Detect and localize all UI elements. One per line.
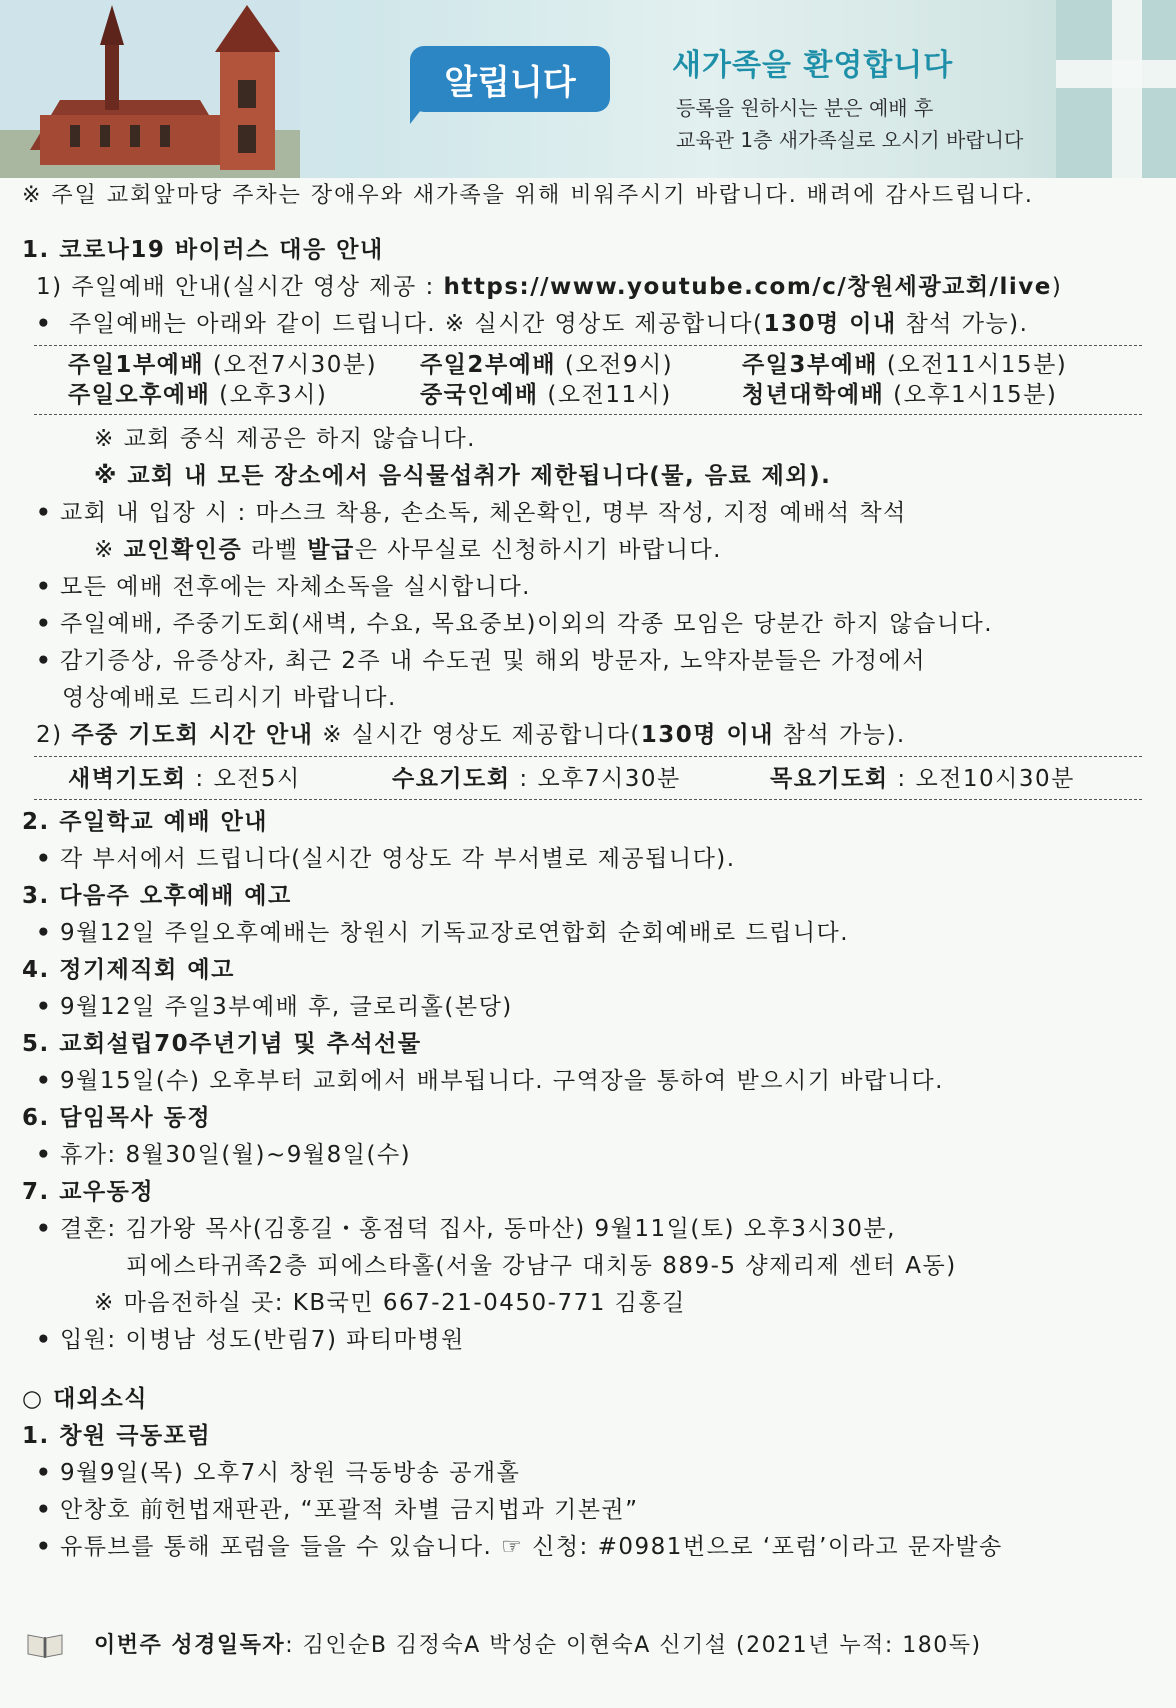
service-name: 주일3부예배: [742, 352, 879, 378]
worship-info-line: [22, 269, 1142, 306]
prayer-cell: [392, 757, 770, 799]
prayer-name: 목요기도회: [770, 766, 889, 792]
schedule-row: [68, 350, 1142, 380]
service-name: 주일2부예배: [420, 352, 557, 378]
prayer-time: : 오후7시30분: [510, 766, 681, 792]
prayer-info-title: 주중 기도회 시간 안내: [71, 722, 314, 748]
note-text: 라벨: [242, 537, 308, 563]
reader-label: 이번주 성경일독자: [94, 1633, 286, 1658]
cross-icon: [1056, 0, 1176, 178]
capacity-emphasis: 130명 이내: [640, 722, 774, 748]
schedule-cell: [420, 380, 742, 410]
issue-label: 발급: [307, 537, 355, 563]
welcome-description: [676, 92, 1023, 156]
section-4-title: 4. 정기제직회 예고: [22, 957, 235, 983]
note-text: ※ 실시간 영상도 제공합니다(: [313, 722, 641, 748]
external-news-title: 1. 창원 극동포럼: [22, 1423, 212, 1449]
schedule-row: [68, 380, 1142, 410]
note-mark: ※: [94, 537, 124, 563]
service-time: (오후1시15분): [884, 382, 1058, 408]
list-item: • 유튜브를 통해 포럼을 들을 수 있습니다. ☞ 신청: #0981번으로 ‘포럼’이라고 문자발송: [22, 1529, 1142, 1566]
prayer-time: : 오전10시30분: [888, 766, 1075, 792]
list-item-continuation: 피에스타귀족2층 피에스타홀(서울 강남구 대치동 889-5 샹제리제 센터 A동): [126, 1253, 957, 1279]
bullet-text: 주일예배는 아래와 같이 드립니다. ※ 실시간 영상도 제공합니다(: [68, 311, 764, 337]
prayer-time: : 오전5시: [186, 766, 301, 792]
prayer-cell: [770, 757, 1130, 799]
service-name: 중국인예배: [420, 382, 539, 408]
section-7-title: 7. 교우동정: [22, 1179, 155, 1205]
schedule-cell: [742, 380, 1082, 410]
prayer-name: 새벽기도회: [68, 766, 187, 792]
list-item: • 9월15일(수) 오후부터 교회에서 배부됩니다. 구역장을 통하여 받으시기 바랍니다.: [22, 1063, 1142, 1100]
worship-info-prefix: 1) 주일예배 안내(실시간 영상 제공 :: [36, 274, 444, 300]
section-3-title: 3. 다음주 오후예배 예고: [22, 883, 292, 909]
service-time: (오전11시15분): [878, 352, 1068, 378]
header-banner: [0, 0, 1176, 178]
list-item-continuation: 영상예배로 드리시기 바랍니다.: [62, 685, 397, 711]
meal-notice: ※ 교회 중식 제공은 하지 않습니다.: [94, 426, 476, 452]
list-item: • 모든 예배 전후에는 자체소독을 실시합니다.: [22, 569, 1142, 606]
reader-names: : 김인순B 김정숙A 박성순 이현숙A 신기설 (2021년 누적: 180독): [285, 1633, 982, 1658]
member-id-label: 교인확인증: [123, 537, 243, 563]
worship-schedule-table: [34, 345, 1142, 415]
service-time: (오전11시): [538, 382, 672, 408]
schedule-cell: [68, 380, 420, 410]
list-item: • 입원: 이병남 성도(반림7) 파티마병원: [22, 1322, 1142, 1359]
welcome-line-2: 교육관 1층 새가족실로 오시기 바랍니다: [676, 128, 1024, 152]
list-item: • 휴가: 8월30일(월)~9월8일(수): [22, 1137, 1142, 1174]
prayer-name: 수요기도회: [392, 766, 511, 792]
note-text: 참석 가능).: [773, 722, 906, 748]
prayer-cell: [68, 757, 392, 799]
list-item: • 감기증상, 유증상자, 최근 2주 내 수도권 및 해외 방문자, 노약자분들은 가정에서: [22, 643, 1142, 680]
food-restriction-notice: ※ 교회 내 모든 장소에서 음식물섭취가 제한됩니다(물, 음료 제외).: [94, 463, 832, 489]
section-5-title: 5. 교회설립70주년기념 및 추석선물: [22, 1031, 422, 1057]
list-item: • 주일예배, 주중기도회(새벽, 수요, 목요중보)이외의 각종 모임은 당분간 하지 않습니다.: [22, 606, 1142, 643]
section-6-title: 6. 담임목사 동정: [22, 1105, 212, 1131]
bible-readers: [26, 1628, 982, 1659]
welcome-title: 새가족을 환영합니다: [672, 48, 954, 83]
list-item: • 각 부서에서 드립니다(실시간 영상도 각 부서별로 제공됩니다).: [22, 841, 1142, 878]
schedule-cell: [68, 350, 420, 380]
list-item: • 안창호 前헌법재판관, “포괄적 차별 금지법과 기본권”: [22, 1492, 1142, 1529]
list-item: • 9월12일 주일3부예배 후, 글로리홀(본당): [22, 989, 1142, 1026]
service-name: 주일오후예배: [68, 382, 211, 408]
prayer-info-line: [22, 717, 1142, 754]
schedule-cell: [420, 350, 742, 380]
schedule-cell: [742, 350, 1082, 380]
service-time: (오후3시): [210, 382, 328, 408]
member-id-notice: [22, 532, 1142, 569]
section-2-title: 2. 주일학교 예배 안내: [22, 809, 269, 835]
list-item: • 교회 내 입장 시 : 마스크 착용, 손소독, 체온확인, 명부 작성, 지정 예배석 착석: [22, 495, 1142, 532]
bullet-text: 참석 가능).: [896, 311, 1029, 337]
capacity-emphasis: 130명 이내: [763, 311, 897, 337]
list-item: • 결혼: 김가왕 목사(김홍길・홍점덕 집사, 동마산) 9월11일(토) 오후3시30분,: [22, 1211, 1142, 1248]
open-book-icon: [26, 1629, 64, 1659]
sub-number: 2): [36, 722, 72, 748]
notice-list: [22, 232, 1142, 1566]
list-item: • 9월12일 주일오후예배는 창원시 기독교장로연합회 순회예배로 드립니다.: [22, 915, 1142, 952]
section-1-title: 1. 코로나19 바이러스 대응 안내: [22, 237, 384, 263]
youtube-link[interactable]: https://www.youtube.com/c/창원세광교회/live: [443, 274, 1052, 300]
gift-account-note: ※ 마음전하실 곳: KB국민 667-21-0450-771 김홍길: [94, 1290, 686, 1316]
list-item: • 9월9일(목) 오후7시 창원 극동방송 공개홀: [22, 1455, 1142, 1492]
list-item: [22, 306, 1142, 343]
prayer-schedule: [34, 756, 1142, 800]
service-time: (오전9시): [556, 352, 674, 378]
service-name: 청년대학예배: [742, 382, 885, 408]
parking-notice: ※ 주일 교회앞마당 주차는 장애우와 새가족을 위해 비워주시기 바랍니다. 배려에 감사드립니다.: [22, 183, 1034, 208]
external-news-heading: ○ 대외소식: [22, 1386, 148, 1412]
spacer: [22, 1359, 1142, 1381]
welcome-line-1: 등록을 원하시는 분은 예배 후: [676, 96, 934, 120]
church-illustration: [0, 0, 300, 178]
note-text: 은 사무실로 신청하시기 바랍니다.: [354, 537, 722, 563]
service-time: (오전7시30분): [204, 352, 378, 378]
service-name: 주일1부예배: [68, 352, 205, 378]
badge-tail: [410, 96, 432, 124]
worship-info-suffix: ): [1051, 274, 1063, 300]
notice-badge: 알립니다: [410, 46, 610, 112]
